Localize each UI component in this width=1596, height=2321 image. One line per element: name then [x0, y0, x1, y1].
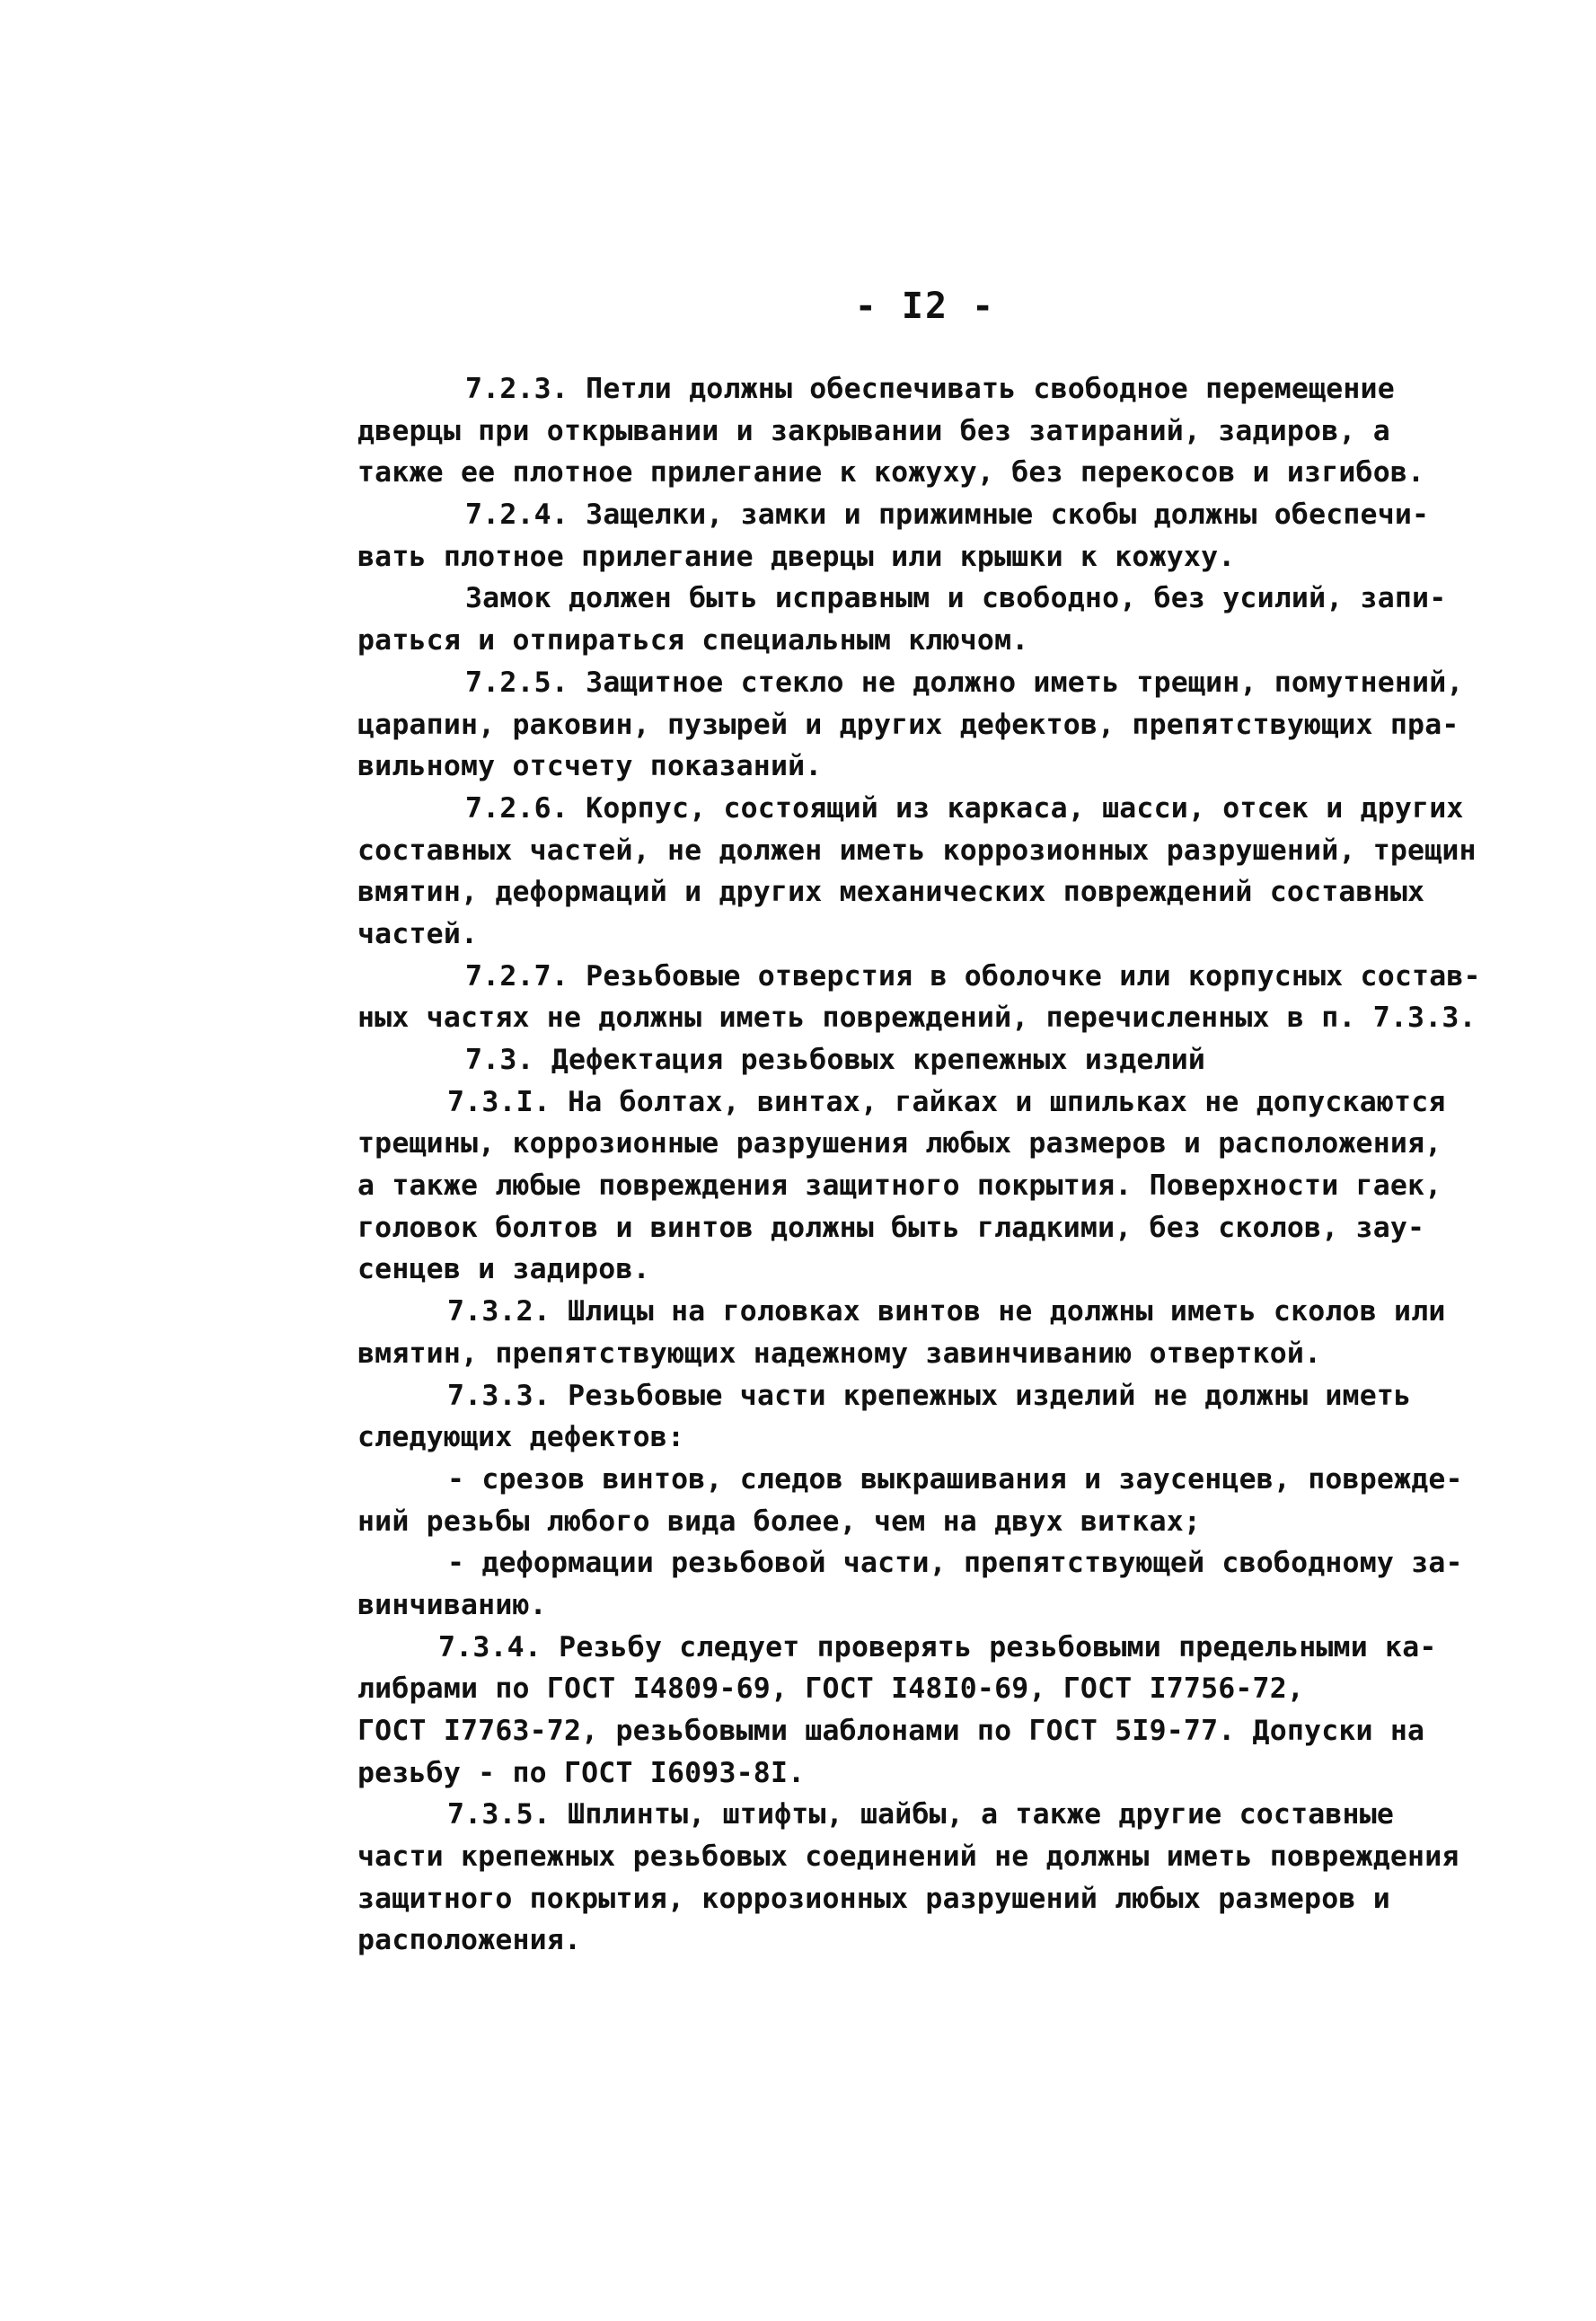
- document-body: [357, 368, 1516, 1962]
- text-line: ных частях не должны иметь повреждений, перечисленных в п. 7.3.3.: [357, 1002, 1477, 1035]
- text-line: трещины, коррозионные разрушения любых размеров и расположения,: [357, 1127, 1442, 1160]
- text-line: защитного покрытия, коррозионных разрушений любых размеров и: [357, 1882, 1390, 1915]
- text-line: 7.3.I. На болтах, винтах, гайках и шпильках не допускаются: [447, 1085, 1446, 1118]
- text-line: винчиванию.: [357, 1588, 547, 1621]
- text-line: 7.3.3. Резьбовые части крепежных изделий не должны иметь: [447, 1379, 1412, 1412]
- text-line: 7.2.3. Петли должны обеспечивать свободное перемещение: [465, 373, 1395, 405]
- text-line: а также любые повреждения защитного покрытия. Поверхности гаек,: [357, 1169, 1442, 1203]
- text-line: части крепежных резьбовых соединений не должны иметь повреждения: [357, 1840, 1459, 1874]
- text-line: также ее плотное прилегание к кожуху, без перекосов и изгибов.: [357, 456, 1425, 490]
- text-line: резьбу - по ГОСТ I6093-8I.: [357, 1756, 806, 1789]
- text-line: 7.3.5. Шплинты, штифты, шайбы, а также другие составные: [447, 1798, 1395, 1831]
- text-line: раться и отпираться специальным ключом.: [357, 624, 1029, 657]
- text-line: Замок должен быть исправным и свободно, без усилий, запи-: [465, 582, 1447, 615]
- text-line: частей.: [357, 917, 479, 950]
- list-item: - срезов винтов, следов выкрашивания и заусенцев, поврежде-: [447, 1462, 1463, 1496]
- text-line: сенцев и задиров.: [357, 1253, 650, 1286]
- text-line: составных частей, не должен иметь коррозионных разрушений, трещин: [357, 834, 1477, 867]
- text-line: ГОСТ I7763-72, резьбовыми шаблонами по ГОСТ 5I9-77. Допуски на: [357, 1715, 1425, 1747]
- text-line: 7.2.5. Защитное стекло не должно иметь трещин, помутнений,: [465, 666, 1464, 699]
- text-line: 7.3.4. Резьбу следует проверять резьбовыми предельными ка-: [438, 1630, 1437, 1664]
- text-line: вмятин, деформаций и других механических повреждений составных: [357, 876, 1425, 909]
- text-line: вильному отсчету показаний.: [357, 750, 823, 783]
- text-line: царапин, раковин, пузырей и других дефектов, препятствующих пра-: [357, 708, 1459, 741]
- text-line: следующих дефектов:: [357, 1421, 685, 1454]
- text-line: либрами по ГОСТ I4809-69, ГОСТ I48I0-69, ГОСТ I7756-72,: [357, 1672, 1305, 1706]
- list-item: - деформации резьбовой части, препятствующей свободному за-: [447, 1547, 1463, 1580]
- page-number: - I2 -: [854, 286, 996, 327]
- section-heading: 7.3. Дефектация резьбовых крепежных изделий: [465, 1044, 1206, 1076]
- text-line: вмятин, препятствующих надежному завинчиванию отверткой.: [357, 1337, 1322, 1370]
- text-line: ний резьбы любого вида более, чем на двух витках;: [357, 1505, 1202, 1538]
- text-line: дверцы при открывании и закрывании без затираний, задиров, а: [357, 414, 1390, 447]
- text-line: 7.2.6. Корпус, состоящий из каркаса, шасси, отсек и других: [465, 791, 1464, 825]
- text-line: 7.2.7. Резьбовые отверстия в оболочке или корпусных состав-: [465, 959, 1481, 993]
- text-line: головок болтов и винтов должны быть гладкими, без сколов, зау-: [357, 1211, 1425, 1244]
- text-line: расположения.: [357, 1924, 582, 1957]
- text-line: вать плотное прилегание дверцы или крышки к кожуху.: [357, 540, 1236, 573]
- text-line: 7.2.4. Защелки, замки и прижимные скобы должны обеспечи-: [465, 499, 1430, 532]
- text-line: 7.3.2. Шлицы на головках винтов не должны иметь сколов или: [447, 1295, 1446, 1328]
